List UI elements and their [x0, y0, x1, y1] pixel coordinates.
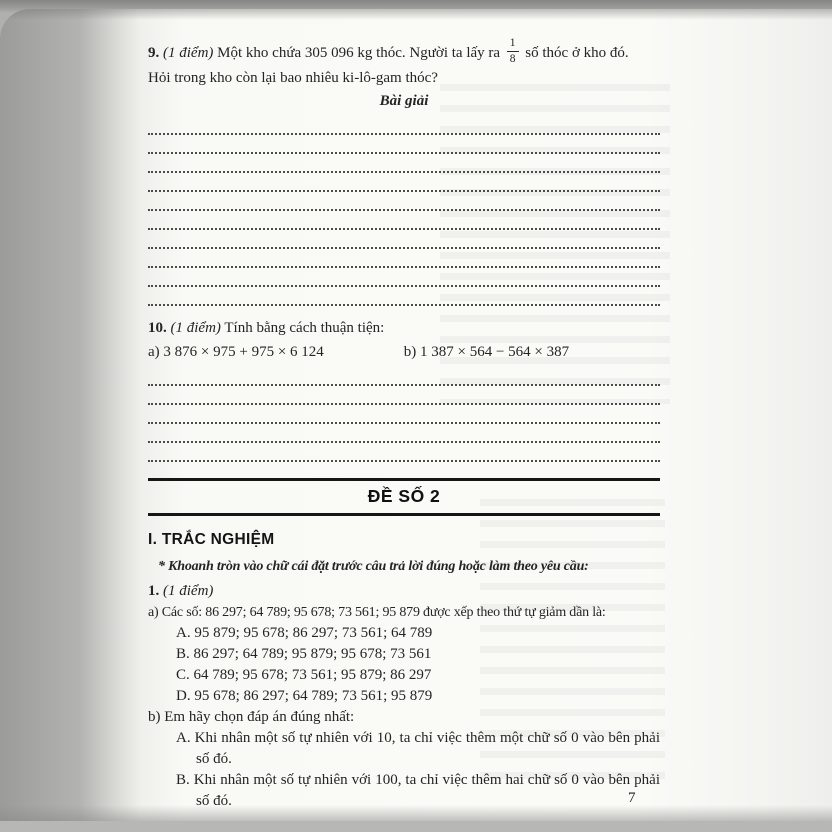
exam-title-bar — [148, 478, 660, 516]
answer-option-a2: A. Khi nhân một số tự nhiên với 10, ta chỉ việc thêm một chữ số 0 vào bên phải số đó. — [176, 730, 660, 767]
question-9-answer-area — [148, 116, 660, 306]
fraction-numerator: 1 — [509, 37, 516, 50]
solution-heading: Bài giải — [379, 93, 429, 109]
question-9-line1 — [148, 38, 660, 68]
answer-line — [148, 424, 660, 443]
answer-line — [148, 249, 660, 268]
question-10-answer-area — [148, 367, 660, 462]
answer-line — [148, 443, 660, 462]
answer-option-a: A. 95 879; 95 678; 86 297; 73 561; 64 789 — [176, 625, 433, 641]
question-1-points: (1 điểm) — [163, 583, 214, 599]
expression-b: b) 1 387 × 564 − 564 × 387 — [403, 344, 570, 360]
answer-option-b: B. 86 297; 64 789; 95 879; 95 678; 73 561 — [176, 646, 432, 662]
answer-option-d: D. 95 678; 86 297; 64 789; 73 561; 95 879 — [176, 688, 433, 704]
answer-line — [148, 211, 660, 230]
answer-line — [148, 367, 660, 386]
exam-title: ĐỀ SỐ 2 — [367, 486, 441, 506]
question-10-expressions — [148, 342, 660, 363]
answer-line — [148, 116, 660, 135]
question-1b-text: b) Em hãy chọn đáp án đúng nhất: — [148, 709, 355, 725]
answer-line — [148, 135, 660, 154]
answer-line — [148, 173, 660, 192]
answer-option-b2: B. Khi nhân một số tự nhiên với 100, ta chỉ việc thêm hai chữ số 0 vào bên phải số đó. — [176, 772, 660, 809]
question-9-points: (1 điểm) — [163, 45, 214, 61]
question-1-line — [148, 581, 660, 602]
answer-option-c: C. 64 789; 95 678; 73 561; 95 879; 86 297 — [176, 667, 432, 683]
answer-line — [148, 268, 660, 287]
answer-line — [148, 230, 660, 249]
answer-line — [148, 405, 660, 424]
fraction-denominator: 8 — [507, 51, 519, 66]
question-9-line2: Hỏi trong kho còn lại bao nhiêu ki-lô-gam thóc? — [148, 70, 438, 86]
scanned-page — [0, 9, 832, 821]
expression-a: a) 3 876 × 975 + 975 × 6 124 — [148, 344, 324, 360]
section-heading: I. TRẮC NGHIỆM — [148, 531, 275, 548]
instruction-text: * Khoanh tròn vào chữ cái đặt trước câu trả lời đúng hoặc làm theo yêu cầu: — [158, 559, 589, 574]
question-10-number: 10. — [148, 320, 167, 336]
page-number: 7 — [628, 790, 636, 806]
answer-line — [148, 154, 660, 173]
answer-line — [148, 287, 660, 306]
fraction-one-eighth — [507, 37, 519, 65]
question-9-text-after-fraction: số thóc ở kho đó. — [525, 45, 629, 61]
question-9-number: 9. — [148, 45, 160, 61]
page-content — [148, 38, 660, 812]
question-10-text: Tính bằng cách thuận tiện: — [224, 320, 385, 336]
question-1-number: 1. — [148, 583, 160, 599]
answer-line — [148, 386, 660, 405]
question-10-line — [148, 318, 660, 339]
question-9-text-before-fraction: Một kho chứa 305 096 kg thóc. Người ta lấy ra — [217, 45, 501, 61]
answer-line — [148, 192, 660, 211]
question-10-points: (1 điểm) — [170, 320, 221, 336]
question-1a-text: a) Các số: 86 297; 64 789; 95 678; 73 561; 95 879 được xếp theo thứ tự giảm dần là: — [148, 605, 606, 620]
